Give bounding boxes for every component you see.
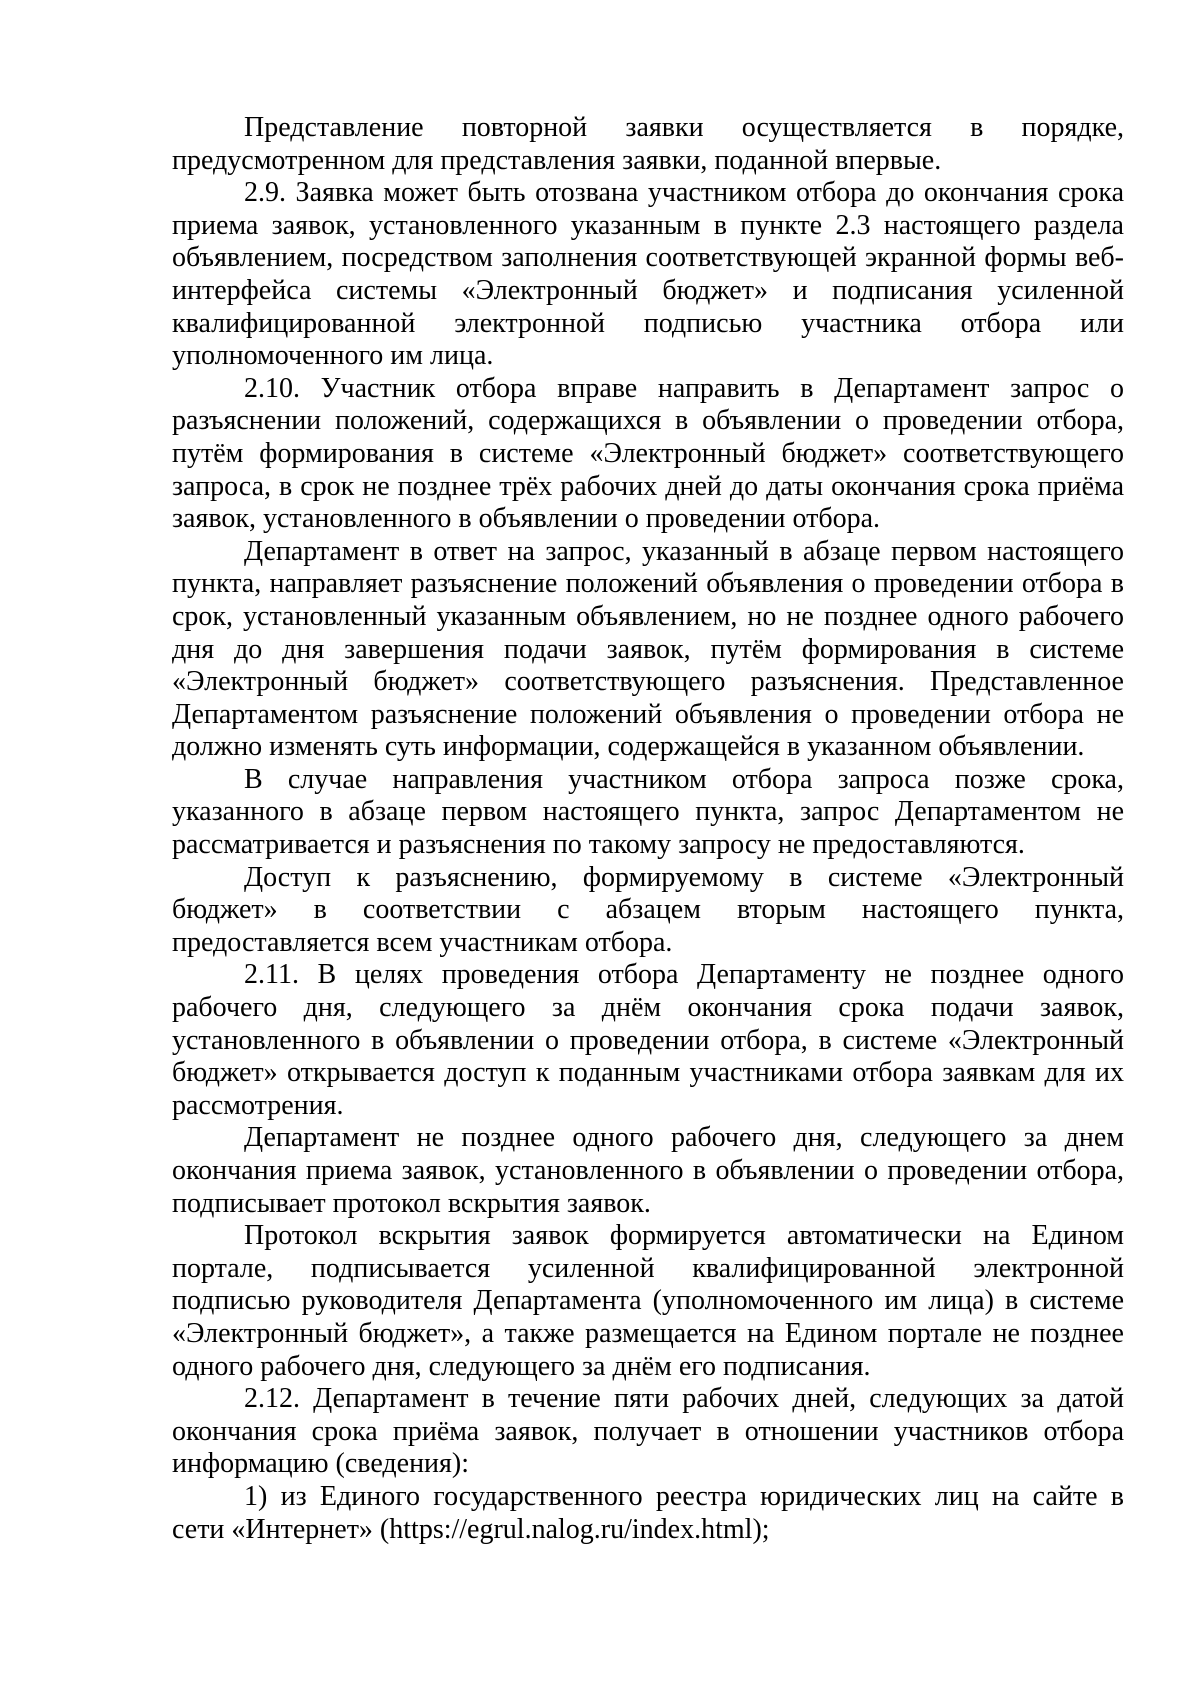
paragraph-2-12: 2.12. Департамент в течение пяти рабочих дней, следующих за датой окончания срока приёма заявок, получает в отношении участников отбора информацию (сведения): — [172, 1383, 1124, 1480]
paragraph-2-9: 2.9. Заявка может быть отозвана участником отбора до окончания срока приема заявок, установленного указанным в пункте 2.3 настоящего раздела объявлением, посредством заполнения соответствующей экранной формы веб-интерфейса системы «Электронный бюджет» и подписания усиленной квалифицированной электронной подписью участника отбора или уполномоченного им лица. — [172, 177, 1124, 372]
paragraph-2-11: 2.11. В целях проведения отбора Департаменту не позднее одного рабочего дня, следующего за днём окончания срока подачи заявок, установленного в объявлении о проведении отбора, в системе «Электронный бюджет» открывается доступ к поданным участниками отбора заявкам для их рассмотрения. — [172, 959, 1124, 1121]
document-body — [172, 112, 1124, 1546]
paragraph-department-response: Департамент в ответ на запрос, указанный в абзаце первом настоящего пункта, направляет разъяснение положений объявления о проведении отбора в срок, установленный указанным объявлением, но не позднее одного рабочего дня до дня завершения подачи заявок, путём формирования в системе «Электронный бюджет» соответствующего разъяснения. Представленное Департаментом разъяснение положений объявления о проведении отбора не должно изменять суть информации, содержащейся в указанном объявлении. — [172, 535, 1124, 763]
paragraph-2-10: 2.10. Участник отбора вправе направить в Департамент запрос о разъяснении положений, содержащихся в объявлении о проведении отбора, путём формирования в системе «Электронный бюджет» соответствующего запроса, в срок не позднее трёх рабочих дней до даты окончания срока приёма заявок, установленного в объявлении о проведении отбора. — [172, 372, 1124, 535]
paragraph-resubmission: Представление повторной заявки осуществляется в порядке, предусмотренном для представления заявки, поданной впервые. — [172, 112, 1124, 176]
paragraph-opening-protocol-portal: Протокол вскрытия заявок формируется автоматически на Едином портале, подписывается усиленной квалифицированной электронной подписью руководителя Департамента (уполномоченного им лица) в системе «Электронный бюджет», а также размещается на Едином портале не позднее одного рабочего дня, следующего за днём его подписания. — [172, 1220, 1124, 1382]
paragraph-opening-protocol-sign: Департамент не позднее одного рабочего дня, следующего за днем окончания приема заявок, установленного в объявлении о проведении отбора, подписывает протокол вскрытия заявок. — [172, 1122, 1124, 1219]
paragraph-late-request: В случае направления участником отбора запроса позже срока, указанного в абзаце первом настоящего пункта, запрос Департаментом не рассматривается и разъяснения по такому запросу не предоставляются. — [172, 763, 1124, 861]
paragraph-access-clarification: Доступ к разъяснению, формируемому в системе «Электронный бюджет» в соответствии с абзацем вторым настоящего пункта, предоставляется всем участникам отбора. — [172, 861, 1124, 958]
list-item-egrul: 1) из Единого государственного реестра юридических лиц на сайте в сети «Интернет» (https://egrul.nalog.ru/index.html); — [172, 1480, 1124, 1545]
